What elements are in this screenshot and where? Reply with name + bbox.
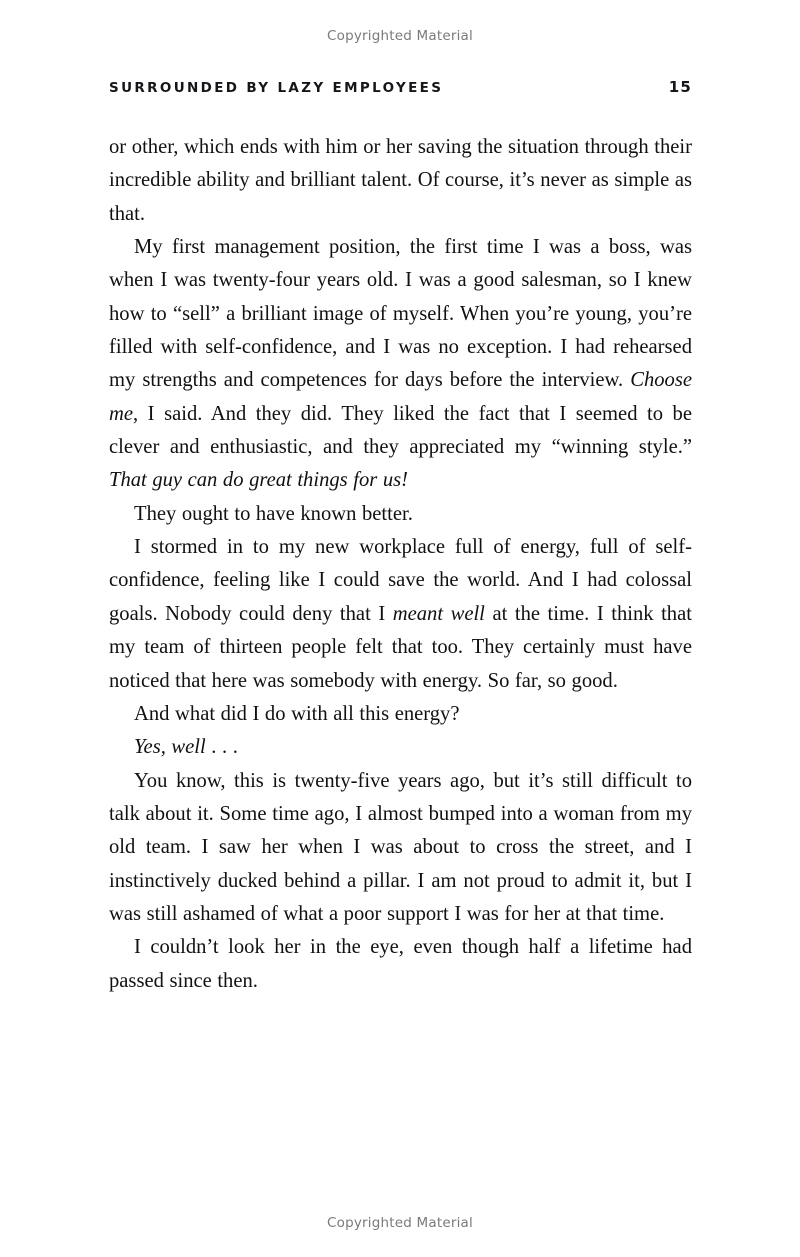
- text-run: I couldn’t look her in the eye, even though half a lifetime had passed since then.: [109, 936, 692, 992]
- text-run: They ought to have known better.: [134, 502, 413, 525]
- text-run: or other, which ends with him or her saving the situation through their incredible ability and brilliant talent. Of course, it’s never as simple as that.: [109, 136, 692, 225]
- text-run: , I said. And they did. They liked the fact that I seemed to be clever and enthusiastic, and they appreciated my “winning style.”: [109, 402, 692, 459]
- para-what-did-i-do: [109, 698, 692, 731]
- para-known-better: [109, 498, 692, 531]
- text-run: at the time. I think that my team of thirteen people felt that too. They certainly must have noticed that here was somebody with energy. So far, so good.: [109, 602, 692, 692]
- para-stormed-in: [109, 531, 692, 698]
- emphasis-run: Choose me: [109, 369, 692, 425]
- para-yes-well: [109, 731, 692, 764]
- emphasis-run: That guy can do great things for us!: [109, 469, 409, 492]
- text-run: My first management position, the first time I was a boss, was when I was twenty-four years old. I was a good salesman, so I knew how to “sell” a brilliant image of myself. When you’re young, you’re filled with self-confidence, and I was no exception. I had rehearsed my strengths and competences for days before the interview.: [109, 236, 692, 392]
- para-couldnt-look: [109, 931, 692, 998]
- page-number: 15: [668, 78, 692, 96]
- copyright-watermark-bottom: Copyrighted Material: [327, 1215, 473, 1231]
- text-run: . . .: [205, 736, 238, 759]
- copyright-watermark-top: Copyrighted Material: [327, 28, 473, 44]
- para-continuation: [109, 131, 692, 231]
- emphasis-run: Yes, well: [134, 736, 206, 759]
- running-head-chapter-title: SURROUNDED BY LAZY EMPLOYEES: [109, 80, 444, 96]
- para-you-know: [109, 765, 692, 932]
- text-run: You know, this is twenty-five years ago, but it’s still difficult to talk about it. Some time ago, I almost bumped into a woman from my old team. I saw her when I was about to cross the street, and I instinctively ducked behind a pillar. I am not proud to admit it, but I was still ashamed of what a poor support I was for her at that time.: [109, 769, 692, 925]
- text-run: I stormed in to my new workplace full of energy, full of self-confidence, feeling like I could save the world. And I had colossal goals. Nobody could deny that I: [109, 536, 692, 625]
- emphasis-run: meant well: [392, 602, 485, 625]
- running-head: [109, 78, 692, 96]
- body-text-block: [109, 131, 692, 998]
- text-run: And what did I do with all this energy?: [134, 702, 460, 725]
- para-first-management-position: [109, 231, 692, 498]
